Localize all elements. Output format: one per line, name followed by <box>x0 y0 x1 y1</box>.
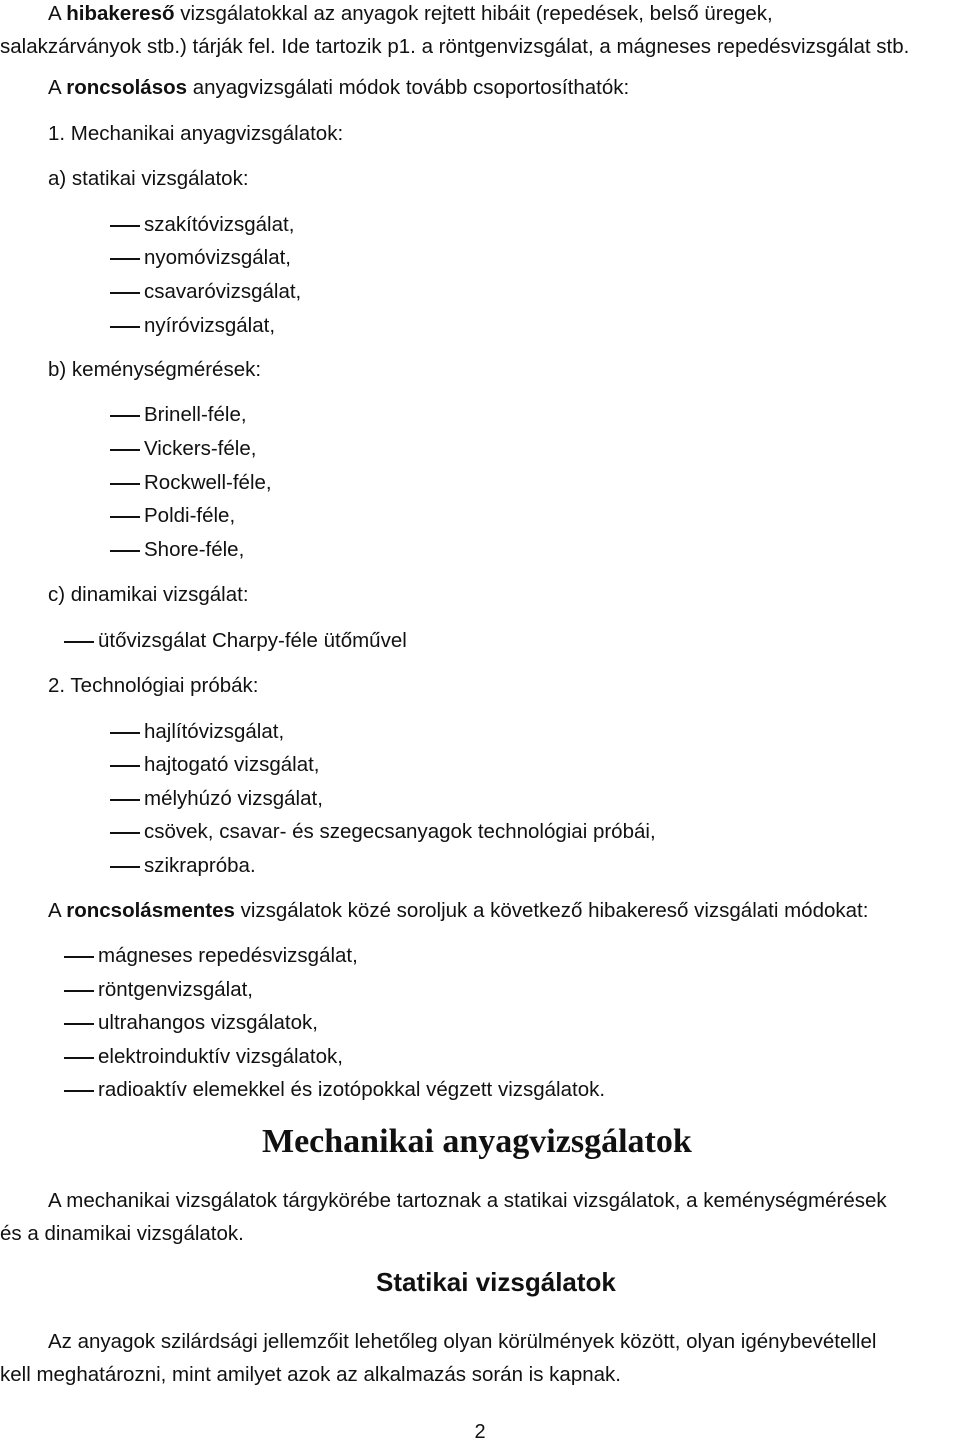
dash-bullet <box>64 1023 94 1025</box>
mech-paragraph-line-2: és a dinamikai vizsgálatok. <box>0 1222 244 1245</box>
list-item-text: csavaróvizsgálat, <box>144 280 302 303</box>
dash-bullet <box>110 258 140 260</box>
intro-line-2: salakzárványok stb.) tárják fel. Ide tartozik p1. a röntgenvizsgálat, a mágneses repedésvizsgálat stb. <box>0 35 910 58</box>
list-item-text: hajtogató vizsgálat, <box>144 753 320 776</box>
stat-paragraph-line-1: Az anyagok szilárdsági jellemzőit lehetőleg olyan körülmények között, olyan igénybevétellel <box>48 1330 877 1353</box>
mechanikai-heading: Mechanikai anyagvizsgálatok <box>262 1123 692 1160</box>
list-item-text: mágneses repedésvizsgálat, <box>98 944 358 967</box>
intro-line-1 <box>48 2 773 26</box>
list-item-text: szakítóvizsgálat, <box>144 213 295 236</box>
section1-c-label: c) dinamikai vizsgálat: <box>48 583 249 606</box>
intro-bold-roncsolasos: roncsolásos <box>66 76 188 99</box>
nd-text-a: A <box>48 899 67 922</box>
list-item-text: Rockwell-féle, <box>144 471 272 494</box>
list-item-text: radioaktív elemekkel és izotópokkal végzett vizsgálatok. <box>98 1078 606 1101</box>
list-item-text: nyomóvizsgálat, <box>144 246 291 269</box>
nondestructive-intro <box>48 899 868 923</box>
dash-bullet <box>110 449 140 451</box>
intro-text-a: A <box>48 2 67 25</box>
dash-bullet <box>64 956 94 958</box>
list-item-text: Brinell-féle, <box>144 403 247 426</box>
list-item-text: ütővizsgálat Charpy-féle ütőművel <box>98 629 407 652</box>
list-item-text: mélyhúzó vizsgálat, <box>144 787 323 810</box>
dash-bullet <box>64 641 94 643</box>
list-item-text: szikrapróba. <box>144 854 256 877</box>
stat-paragraph-line-2: kell meghatározni, mint amilyet azok az alkalmazás során is kapnak. <box>0 1363 621 1386</box>
list-item-text: hajlítóvizsgálat, <box>144 720 285 743</box>
list-item-text: elektroinduktív vizsgálatok, <box>98 1045 343 1068</box>
section1-b-label: b) keménységmérések: <box>48 358 262 381</box>
list-item-text: Poldi-féle, <box>144 504 236 527</box>
statikai-heading: Statikai vizsgálatok <box>376 1267 616 1297</box>
dash-bullet <box>110 516 140 518</box>
dash-bullet <box>110 732 140 734</box>
list-item-text: Vickers-féle, <box>144 437 257 460</box>
dash-bullet <box>64 1090 94 1092</box>
dash-bullet <box>110 866 140 868</box>
intro-text-c: vizsgálatokkal az anyagok rejtett hibáit (repedések, belső üregek, <box>174 2 773 25</box>
dash-bullet <box>110 483 140 485</box>
section1-a-label: a) statikai vizsgálatok: <box>48 167 249 190</box>
list-item-text: Shore-féle, <box>144 538 245 561</box>
dash-bullet <box>110 292 140 294</box>
dash-bullet <box>110 225 140 227</box>
intro-line-3 <box>48 76 629 100</box>
intro-bold-hibakereso: hibakereső <box>66 2 175 25</box>
dash-bullet <box>110 550 140 552</box>
dash-bullet <box>110 765 140 767</box>
section2-title: 2. Technológiai próbák: <box>48 674 259 697</box>
dash-bullet <box>110 832 140 834</box>
intro3-text-c: anyagvizsgálati módok tovább csoportosíthatók: <box>187 76 630 99</box>
list-item-text: csövek, csavar- és szegecsanyagok technológiai próbái, <box>144 820 656 843</box>
intro3-text-a: A <box>48 76 67 99</box>
list-item-text: ultrahangos vizsgálatok, <box>98 1011 318 1034</box>
dash-bullet <box>64 1057 94 1059</box>
list-item-text: nyíróvizsgálat, <box>144 314 276 337</box>
list-item-text: röntgenvizsgálat, <box>98 978 253 1001</box>
dash-bullet <box>64 990 94 992</box>
nd-bold-roncsolasmentes: roncsolásmentes <box>66 899 235 922</box>
dash-bullet <box>110 415 140 417</box>
dash-bullet <box>110 326 140 328</box>
dash-bullet <box>110 799 140 801</box>
nd-text-c: vizsgálatok közé soroljuk a következő hibakereső vizsgálati módokat: <box>234 899 869 922</box>
page-number: 2 <box>474 1421 486 1443</box>
section1-title: 1. Mechanikai anyagvizsgálatok: <box>48 122 344 145</box>
mech-paragraph-line-1: A mechanikai vizsgálatok tárgykörébe tartoznak a statikai vizsgálatok, a keménységmérések <box>48 1189 887 1212</box>
